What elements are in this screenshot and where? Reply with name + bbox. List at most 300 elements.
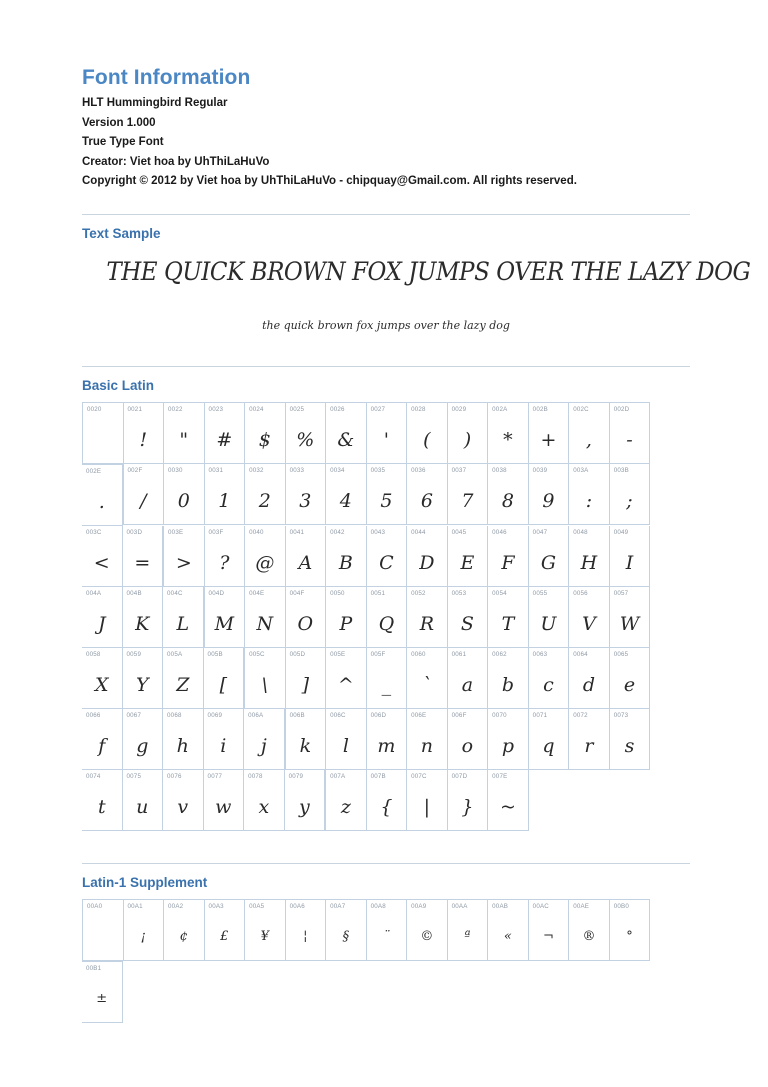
glyph-sample: c — [543, 673, 554, 696]
glyph-codepoint-label: 0023 — [208, 405, 224, 413]
glyph-codepoint-label: 0029 — [451, 405, 467, 413]
glyph-cell — [569, 464, 610, 525]
glyph-cell — [326, 587, 367, 648]
glyph-sample: & — [337, 428, 355, 451]
glyph-codepoint-label: 0064 — [573, 650, 588, 658]
glyph-sample: L — [176, 612, 190, 635]
glyph-cell — [488, 648, 529, 709]
glyph-codepoint-label: 0035 — [370, 466, 386, 474]
glyph-codepoint-label: 00A3 — [208, 902, 224, 910]
glyph-cell — [407, 402, 448, 464]
glyph-sample: l — [342, 734, 349, 757]
glyph-sample: 8 — [501, 489, 514, 512]
glyph-codepoint-label: 00B1 — [86, 964, 102, 972]
glyph-cell — [326, 648, 367, 709]
glyph-codepoint-label: 0030 — [168, 466, 183, 474]
glyph-cell — [448, 464, 489, 525]
glyph-cell — [407, 770, 448, 831]
glyph-sample: p — [501, 734, 514, 757]
glyph-sample: = — [134, 551, 151, 574]
font-name: HLT Hummingbird Regular — [82, 97, 228, 109]
glyph-sample: b — [501, 673, 514, 696]
font-creator: Creator: Viet hoa by UhThiLaHuVo — [82, 155, 270, 168]
glyph-cell — [367, 770, 408, 831]
glyph-sample: Z — [176, 673, 190, 696]
glyph-sample: + — [540, 428, 557, 451]
glyph-cell — [124, 402, 165, 464]
glyph-cell — [448, 648, 489, 709]
glyph-cell — [529, 648, 570, 709]
glyph-sample: } — [461, 795, 474, 818]
glyph-cell — [205, 899, 246, 961]
glyph-sample: ® — [582, 928, 596, 944]
glyph-cell — [569, 526, 610, 587]
sample-uppercase: THE QUICK BROWN FOX JUMPS OVER THE LAZY DOG — [106, 256, 751, 286]
glyph-codepoint-label: 0059 — [126, 650, 142, 658]
glyph-sample: j — [260, 734, 267, 757]
glyph-codepoint-label: 00A8 — [370, 902, 386, 910]
glyph-cell — [205, 526, 246, 587]
glyph-sample: g — [136, 734, 149, 757]
glyph-sample: k — [299, 734, 312, 757]
glyph-codepoint-label: 0054 — [492, 589, 507, 597]
glyph-cell — [488, 402, 529, 464]
glyph-codepoint-label: 002A — [492, 405, 508, 413]
glyph-cell — [610, 648, 651, 709]
glyph-codepoint-label: 0031 — [208, 466, 224, 474]
glyph-codepoint-label: 003E — [168, 528, 184, 536]
glyph-cell — [488, 587, 529, 648]
glyph-cell — [245, 526, 286, 587]
glyph-sample: B — [338, 551, 353, 574]
glyph-codepoint-label: 0061 — [451, 650, 467, 658]
glyph-cell — [82, 709, 123, 770]
glyph-sample: S — [460, 612, 474, 635]
glyph-sample: h — [176, 734, 189, 757]
glyph-cell — [448, 526, 489, 587]
glyph-codepoint-label: 004B — [126, 589, 142, 597]
glyph-codepoint-label: 0045 — [451, 528, 467, 536]
glyph-sample: J — [97, 612, 106, 635]
glyph-codepoint-label: 0041 — [289, 528, 305, 536]
glyph-sample: / — [140, 489, 147, 512]
glyph-sample: § — [342, 928, 350, 944]
glyph-codepoint-label: 0052 — [411, 589, 426, 597]
glyph-sample: o — [461, 734, 474, 757]
glyph-codepoint-label: 005F — [370, 650, 386, 658]
glyph-cell — [326, 709, 367, 770]
glyph-codepoint-label: 006B — [289, 711, 305, 719]
glyph-sample: F — [501, 551, 515, 574]
glyph-codepoint-label: 0073 — [613, 711, 629, 719]
glyph-sample: f — [98, 734, 106, 757]
glyph-cell — [367, 709, 408, 770]
glyph-sample: D — [419, 551, 435, 574]
glyph-cell — [285, 709, 327, 770]
glyph-sample: K — [135, 612, 150, 635]
glyph-codepoint-label: 00B0 — [613, 902, 629, 910]
glyph-codepoint-label: 0079 — [288, 772, 304, 780]
glyph-codepoint-label: 00A5 — [249, 902, 265, 910]
glyph-codepoint-label: 007B — [370, 772, 386, 780]
glyph-codepoint-label: 00A6 — [289, 902, 305, 910]
glyph-codepoint-label: 007C — [411, 772, 427, 780]
glyph-cell — [205, 464, 246, 525]
glyph-cell — [407, 526, 448, 587]
glyph-cell — [367, 899, 408, 961]
glyph-codepoint-label: 006E — [411, 711, 427, 719]
glyph-sample: X — [94, 673, 109, 696]
glyph-sample: G — [540, 551, 557, 574]
glyph-sample: | — [423, 795, 431, 818]
glyph-sample: [ — [219, 673, 228, 696]
glyph-cell — [244, 770, 285, 831]
glyph-sample: ª — [464, 928, 471, 944]
glyph-cell — [529, 526, 570, 587]
glyph-codepoint-label: 0056 — [573, 589, 588, 597]
glyph-codepoint-label: 005A — [167, 650, 183, 658]
glyph-sample: ' — [383, 428, 389, 451]
glyph-codepoint-label: 0077 — [207, 772, 223, 780]
glyph-cell — [204, 587, 246, 648]
glyph-codepoint-label: 005D — [289, 650, 306, 658]
basic-latin-section — [82, 366, 690, 831]
glyph-sample: ~ — [499, 795, 516, 818]
glyph-sample: ¨ — [383, 928, 390, 944]
glyph-codepoint-label: 004A — [86, 589, 102, 597]
glyph-sample: ¬ — [542, 928, 554, 944]
glyph-cell — [244, 648, 286, 709]
glyph-codepoint-label: 004F — [289, 589, 305, 597]
glyph-sample: ! — [139, 428, 148, 451]
text-sample-body — [82, 248, 751, 350]
glyph-codepoint-label: 0048 — [573, 528, 588, 536]
glyph-codepoint-label: 0024 — [249, 405, 264, 413]
glyph-sample: 6 — [420, 489, 433, 512]
glyph-cell — [325, 770, 367, 831]
glyph-codepoint-label: 002F — [127, 466, 143, 474]
glyph-codepoint-label: 002B — [532, 405, 548, 413]
glyph-cell — [164, 402, 205, 464]
glyph-codepoint-label: 0027 — [370, 405, 386, 413]
glyph-cell — [407, 709, 448, 770]
glyph-codepoint-label: 003C — [86, 528, 102, 536]
glyph-sample: P — [339, 612, 353, 635]
glyph-codepoint-label: 007A — [330, 772, 346, 780]
glyph-codepoint-label: 0075 — [126, 772, 142, 780]
glyph-sample: < — [93, 551, 110, 574]
glyph-codepoint-label: 0078 — [248, 772, 263, 780]
glyph-sample: U — [540, 612, 557, 635]
glyph-cell — [488, 526, 529, 587]
glyph-codepoint-label: 0072 — [573, 711, 588, 719]
glyph-cell — [245, 402, 286, 464]
glyph-codepoint-label: 0034 — [330, 466, 345, 474]
glyph-sample: H — [580, 551, 598, 574]
font-copyright: Copyright © 2012 by Viet hoa by UhThiLaHuVo - chipquay@Gmail.com. All rights reserved. — [82, 175, 577, 187]
glyph-cell — [367, 587, 408, 648]
glyph-sample: w — [215, 795, 232, 818]
glyph-cell — [569, 402, 610, 464]
glyph-sample: 4 — [339, 489, 352, 512]
glyph-sample: ± — [96, 990, 108, 1006]
glyph-sample: * — [503, 428, 513, 451]
glyph-sample: 5 — [380, 489, 393, 512]
glyph-cell — [529, 709, 570, 770]
glyph-codepoint-label: 0063 — [532, 650, 548, 658]
glyph-sample: v — [177, 795, 189, 818]
glyph-codepoint-label: 0033 — [289, 466, 305, 474]
glyph-sample: t — [97, 795, 106, 818]
glyph-cell — [448, 770, 489, 831]
glyph-cell — [286, 402, 327, 464]
glyph-codepoint-label: 007D — [451, 772, 468, 780]
glyph-cell — [488, 709, 529, 770]
glyph-codepoint-label: 00AE — [573, 902, 590, 910]
glyph-sample: > — [175, 551, 192, 574]
glyph-cell — [407, 648, 448, 709]
glyph-codepoint-label: 00A9 — [411, 902, 427, 910]
glyph-cell — [82, 464, 123, 526]
glyph-codepoint-label: 0069 — [207, 711, 223, 719]
glyph-codepoint-label: 0038 — [492, 466, 507, 474]
glyph-cell — [123, 526, 164, 587]
glyph-cell — [204, 770, 245, 831]
glyph-codepoint-label: 0053 — [451, 589, 467, 597]
text-sample-section — [82, 214, 751, 350]
glyph-cell — [610, 899, 651, 961]
glyph-cell — [326, 402, 367, 464]
glyph-cell — [82, 526, 123, 587]
glyph-sample: M — [214, 612, 235, 635]
section-heading-basic-latin: Basic Latin — [82, 377, 155, 393]
document-content — [82, 0, 751, 1023]
glyph-cell — [610, 587, 651, 648]
glyph-cell — [610, 402, 651, 464]
glyph-cell — [82, 770, 123, 831]
glyph-sample: y — [298, 795, 310, 818]
glyph-codepoint-label: 00A0 — [87, 902, 103, 910]
glyph-sample: ; — [626, 489, 633, 512]
glyph-sample: d — [582, 673, 596, 696]
glyph-sample: O — [297, 612, 314, 635]
glyph-sample: ¥ — [260, 928, 269, 944]
font-information-header — [82, 0, 690, 192]
glyph-cell — [286, 526, 327, 587]
glyph-codepoint-label: 0067 — [126, 711, 142, 719]
glyph-codepoint-label: 004D — [208, 589, 225, 597]
glyph-sample: n — [420, 734, 433, 757]
glyph-cell — [163, 526, 205, 587]
glyph-cell — [123, 770, 164, 831]
glyph-cell — [245, 587, 286, 648]
glyph-codepoint-label: 003F — [208, 528, 224, 536]
glyph-sample: ] — [301, 673, 310, 696]
glyph-sample: ` — [422, 673, 432, 696]
glyph-sample: © — [420, 928, 434, 944]
glyph-sample: T — [501, 612, 515, 635]
glyph-codepoint-label: 005E — [330, 650, 346, 658]
glyph-sample: Q — [378, 612, 395, 635]
glyph-codepoint-label: 004E — [249, 589, 265, 597]
glyph-sample: u — [136, 795, 149, 818]
glyph-codepoint-label: 0055 — [532, 589, 548, 597]
glyph-codepoint-label: 0026 — [330, 405, 345, 413]
glyph-codepoint-label: 0065 — [613, 650, 629, 658]
glyph-sample: s — [624, 734, 635, 757]
glyph-sample: : — [585, 489, 593, 512]
glyph-cell — [367, 648, 408, 709]
glyph-sample: \ — [261, 673, 269, 696]
glyph-sample: e — [623, 673, 636, 696]
glyph-codepoint-label: 0043 — [370, 528, 386, 536]
glyph-codepoint-label: 00AB — [492, 902, 509, 910]
glyph-codepoint-label: 005B — [207, 650, 223, 658]
glyph-sample: " — [179, 428, 189, 451]
glyph-sample: a — [461, 673, 474, 696]
glyph-codepoint-label: 0042 — [330, 528, 345, 536]
glyph-sample: , — [585, 428, 592, 451]
glyph-codepoint-label: 002C — [573, 405, 589, 413]
glyph-cell — [286, 464, 327, 525]
glyph-cell — [529, 464, 570, 525]
glyph-cell — [448, 402, 489, 464]
glyph-cell — [488, 770, 529, 831]
glyph-sample: @ — [255, 551, 275, 574]
font-type: True Type Font — [82, 136, 164, 148]
glyph-sample: . — [98, 490, 105, 513]
glyph-codepoint-label: 0076 — [167, 772, 182, 780]
glyph-cell — [488, 464, 529, 525]
glyph-sample: $ — [258, 428, 271, 451]
glyph-codepoint-label: 0046 — [492, 528, 507, 536]
glyph-cell — [204, 709, 245, 770]
glyph-sample: ¢ — [179, 928, 188, 944]
glyph-cell — [82, 587, 123, 648]
glyph-sample: 1 — [218, 489, 231, 512]
glyph-codepoint-label: 0074 — [86, 772, 101, 780]
glyph-codepoint-label: 00A7 — [330, 902, 346, 910]
glyph-codepoint-label: 0070 — [492, 711, 507, 719]
glyph-cell — [529, 899, 570, 961]
glyph-sample: N — [256, 612, 274, 635]
glyph-cell — [82, 961, 123, 1023]
glyph-sample: 2 — [258, 489, 271, 512]
glyph-cell — [82, 899, 124, 961]
glyph-codepoint-label: 006F — [451, 711, 467, 719]
glyph-codepoint-label: 003B — [613, 466, 629, 474]
glyph-codepoint-label: 0044 — [411, 528, 426, 536]
glyph-codepoint-label: 00A2 — [168, 902, 184, 910]
glyph-sample: x — [258, 795, 270, 818]
glyph-codepoint-label: 006D — [370, 711, 387, 719]
glyph-sample: 3 — [299, 489, 312, 512]
glyph-cell — [569, 709, 610, 770]
glyph-codepoint-label: 0036 — [411, 466, 426, 474]
basic-latin-glyph-grid — [82, 402, 690, 831]
glyph-codepoint-label: 004C — [167, 589, 183, 597]
glyph-cell — [286, 899, 327, 961]
glyph-codepoint-label: 002D — [613, 405, 630, 413]
glyph-codepoint-label: 0025 — [289, 405, 305, 413]
glyph-sample: ° — [626, 928, 633, 944]
glyph-codepoint-label: 0047 — [532, 528, 548, 536]
glyph-sample: - — [626, 428, 633, 451]
glyph-sample: q — [542, 734, 555, 757]
glyph-codepoint-label: 0021 — [127, 405, 143, 413]
glyph-sample: £ — [220, 928, 229, 944]
glyph-cell — [205, 402, 246, 464]
glyph-cell — [123, 709, 164, 770]
glyph-sample: 7 — [461, 489, 474, 512]
glyph-codepoint-label: 0062 — [492, 650, 507, 658]
glyph-codepoint-label: 0020 — [87, 405, 102, 413]
glyph-codepoint-label: 0051 — [370, 589, 386, 597]
glyph-sample: « — [503, 928, 512, 944]
glyph-sample: Y — [136, 673, 149, 696]
glyph-sample: ? — [219, 551, 230, 574]
section-heading-text-sample: Text Sample — [82, 225, 161, 241]
glyph-cell — [285, 770, 326, 831]
glyph-sample: i — [220, 734, 227, 757]
glyph-sample: I — [625, 551, 634, 574]
glyph-codepoint-label: 002E — [86, 467, 102, 475]
glyph-cell — [163, 587, 204, 648]
glyph-cell — [286, 648, 327, 709]
section-heading-latin1-supplement: Latin-1 Supplement — [82, 874, 208, 890]
glyph-codepoint-label: 0039 — [532, 466, 548, 474]
glyph-sample: W — [619, 612, 640, 635]
glyph-cell — [529, 402, 570, 464]
glyph-cell — [448, 899, 489, 961]
glyph-sample: ^ — [337, 673, 354, 696]
glyph-sample: 0 — [177, 489, 190, 512]
glyph-sample: r — [584, 734, 594, 757]
glyph-cell — [286, 587, 327, 648]
glyph-codepoint-label: 00AC — [532, 902, 549, 910]
glyph-codepoint-label: 00AA — [451, 902, 468, 910]
latin1-supplement-glyph-grid — [82, 899, 690, 1023]
glyph-codepoint-label: 0040 — [249, 528, 264, 536]
glyph-cell — [367, 464, 408, 525]
glyph-cell — [367, 402, 408, 464]
glyph-cell — [448, 709, 489, 770]
glyph-sample: E — [460, 551, 475, 574]
glyph-cell — [244, 709, 285, 770]
glyph-codepoint-label: 0057 — [613, 589, 629, 597]
glyph-codepoint-label: 0058 — [86, 650, 101, 658]
glyph-codepoint-label: 0022 — [168, 405, 183, 413]
glyph-codepoint-label: 0060 — [411, 650, 426, 658]
glyph-codepoint-label: 006A — [248, 711, 264, 719]
glyph-cell — [407, 464, 448, 525]
glyph-sample: _ — [381, 673, 392, 696]
glyph-sample: A — [298, 551, 313, 574]
glyph-sample — [83, 920, 123, 954]
glyph-cell — [326, 526, 367, 587]
glyph-cell — [164, 464, 205, 525]
glyph-codepoint-label: 005C — [249, 650, 265, 658]
glyph-codepoint-label: 0032 — [249, 466, 264, 474]
glyph-cell — [407, 587, 448, 648]
glyph-sample: { — [380, 795, 393, 818]
glyph-sample: ( — [423, 428, 431, 451]
glyph-codepoint-label: 0049 — [613, 528, 629, 536]
glyph-cell — [488, 899, 529, 961]
glyph-cell — [367, 526, 408, 587]
glyph-cell — [610, 526, 651, 587]
glyph-codepoint-label: 0068 — [167, 711, 182, 719]
